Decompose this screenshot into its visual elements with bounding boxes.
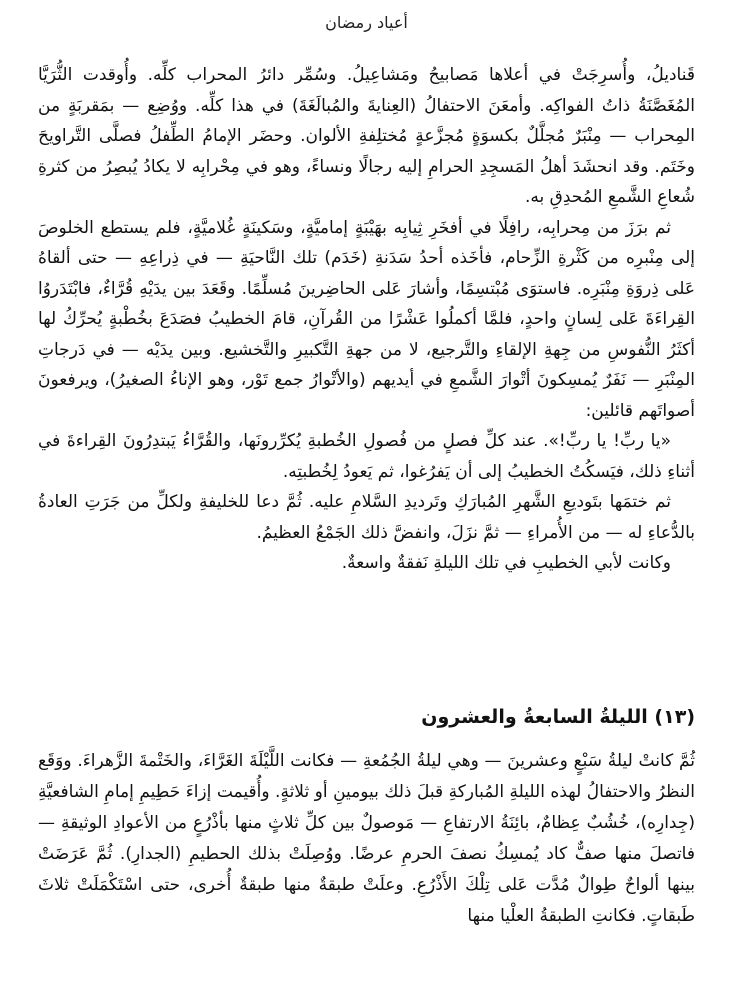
paragraph: وكانت لأبي الخطيبِ في تلك الليلةِ نَفقةٌ واسعةٌ. [341, 553, 671, 573]
section-heading: (١٣) الليلةُ السابعةُ والعشرون [421, 706, 695, 728]
paragraph: ثُمَّ كانتْ ليلةُ سَبْعٍ وعشرينَ — وهي ليلةُ الجُمُعةِ — فكانت اللَّيْلَةَ الغَرَّاءَ، والخَتْمةَ الزَّهراءَ. ووَقَع النظرُ والاحتفالُ لهذه الليلةِ المُباركةِ قبلَ ذلك بيومينِ أو ثلاثةٍ. وأُقيمت إزاءَ حَطِيمِ إمامِ الشافعيَّةِ (جِدارِه)، خُشُبٌ عِظامٌ، بائِنَةُ الارتفاعِ — مَوصولٌ بين كلِّ ثلاثٍ منها بأذْرُعٍ من الأعوادِ الوثيقةِ — فاتصلَ منها صفٌّ كاد يُمسِكُ نصفَ الحرمِ عرضًا. ووُصِلَتْ بذلك الحطيمِ (الجدارِ). ثُمَّ عَرَضَتْ بينها ألواحٌ طِوالٌ مُدَّت عَلى تِلْكَ الأَذْرُعِ. وعلَتْ طبقةٌ منها طبقةٌ أُخرى، حتى اسْتَكْمَلَتْ ثلاثَ طَبقاتٍ. فكانتِ الطبقةُ العلْيا منها [38, 751, 695, 926]
section-text-block [38, 746, 695, 932]
paragraph: ثم ختمَها بتَوديعِ الشَّهرِ المُبارَكِ وتَرديدِ السَّلامِ عليه. ثُمَّ دعا للخليفةِ ولكلِّ من جَرَتِ العادةُ بالدُّعاءِ له — من الأُمراءِ — ثمَّ نزَلَ، وانفضَّ ذلك الجَمْعُ العظيمُ. [38, 492, 695, 543]
paragraph: ثم برَزَ من مِحرابِه، رافِلًا في أفخَرِ ثِيابِه بهَيْبَةٍ إماميَّةٍ، وسَكينَةٍ غُلاميَّةٍ، فلم يستطع الخلوصَ إلى مِنْبرِه من كَثْرةِ الزِّحام، فأخَذه أحدُ سَدَنةِ (خَدَم) تلك النَّاحيَةِ — في ذِراعِهِ — حتى ألقاهُ عَلى ذِروَةِ مِنْبَرِه. فاستوَى مُبْتسِمًا، وأشارَ عَلى الحاضِرينَ مُسلِّمًا. وقَعَدَ بين يدَيْهِ قُرَّاءٌ، فابْتَدَروُا القِراءَةَ عَلى لِسانٍ واحدٍ، فلمَّا أكملُوا عَشْرًا من القُرآنِ، قامَ الخطيبُ فصَدَعَ بخُطْبةٍ يُحرِّكُ لها أكثَرُ النُّفوسِ من جِهةِ الإلقاءِ والتَّرجيع، لا من جهةِ التَّكبيرِ والتَّخشيع. وبين يدَيْه — في دَرجاتِ المِنْبَرِ — نَفَرٌ يُمسِكونَ أتْوارَ الشَّمعِ في أيديهم (والأتْوارُ جمع تَوْر، وهو الإناءُ الصغيرُ)، ويرفعونَ أصواتَهم قائلين: [38, 217, 695, 421]
paragraph-quote: «يا ربِّ! يا ربِّ!». عند كلِّ فصلٍ من فُصولِ الخُطبةِ يُكرِّرونَها، والقُرَّاءُ يَبتدِرُونَ القِراءةَ في أثناءِ ذلك، فيَسكُتُ الخطيبُ إلى أن يَفرُغوا، ثم يَعودُ لِخُطبتِه. [38, 431, 695, 482]
top-text-block [38, 60, 695, 579]
running-header: أعياد رمضان [325, 13, 408, 32]
paragraph: قَناديلُ، وأُسرِجَتْ في أعلاها مَصابيحُ ومَشاعِيلُ. وسُمِّر دائرُ المحراب كلِّه. وأُوقدت الثُّرَيَّا المُغَصَّنَةُ ذاتُ الفواكِه. وأمعَنَ الاحتفالُ (العِنايةَ والمُبالَغَةَ) في هذا كلِّه. ووُضِع — بمَقربَةٍ من المِحراب — مِنْبَرٌ مُجلَّلٌ بكسوَةٍ مُجزَّعةٍ مُختلِفةِ الألوان. وحضَر الإمامُ الطِّفلُ فصلَّى التَّراويحَ وخَتَم. وقد انحشَدَ أهلُ المَسجِدِ الحرامِ إليه رجالًا ونساءً، وهو في مِحْرابِه لا يكادُ يُبصِرُ من كثرةِ شُعاعِ الشَّمعِ المُحدِقِ به. [38, 65, 695, 207]
